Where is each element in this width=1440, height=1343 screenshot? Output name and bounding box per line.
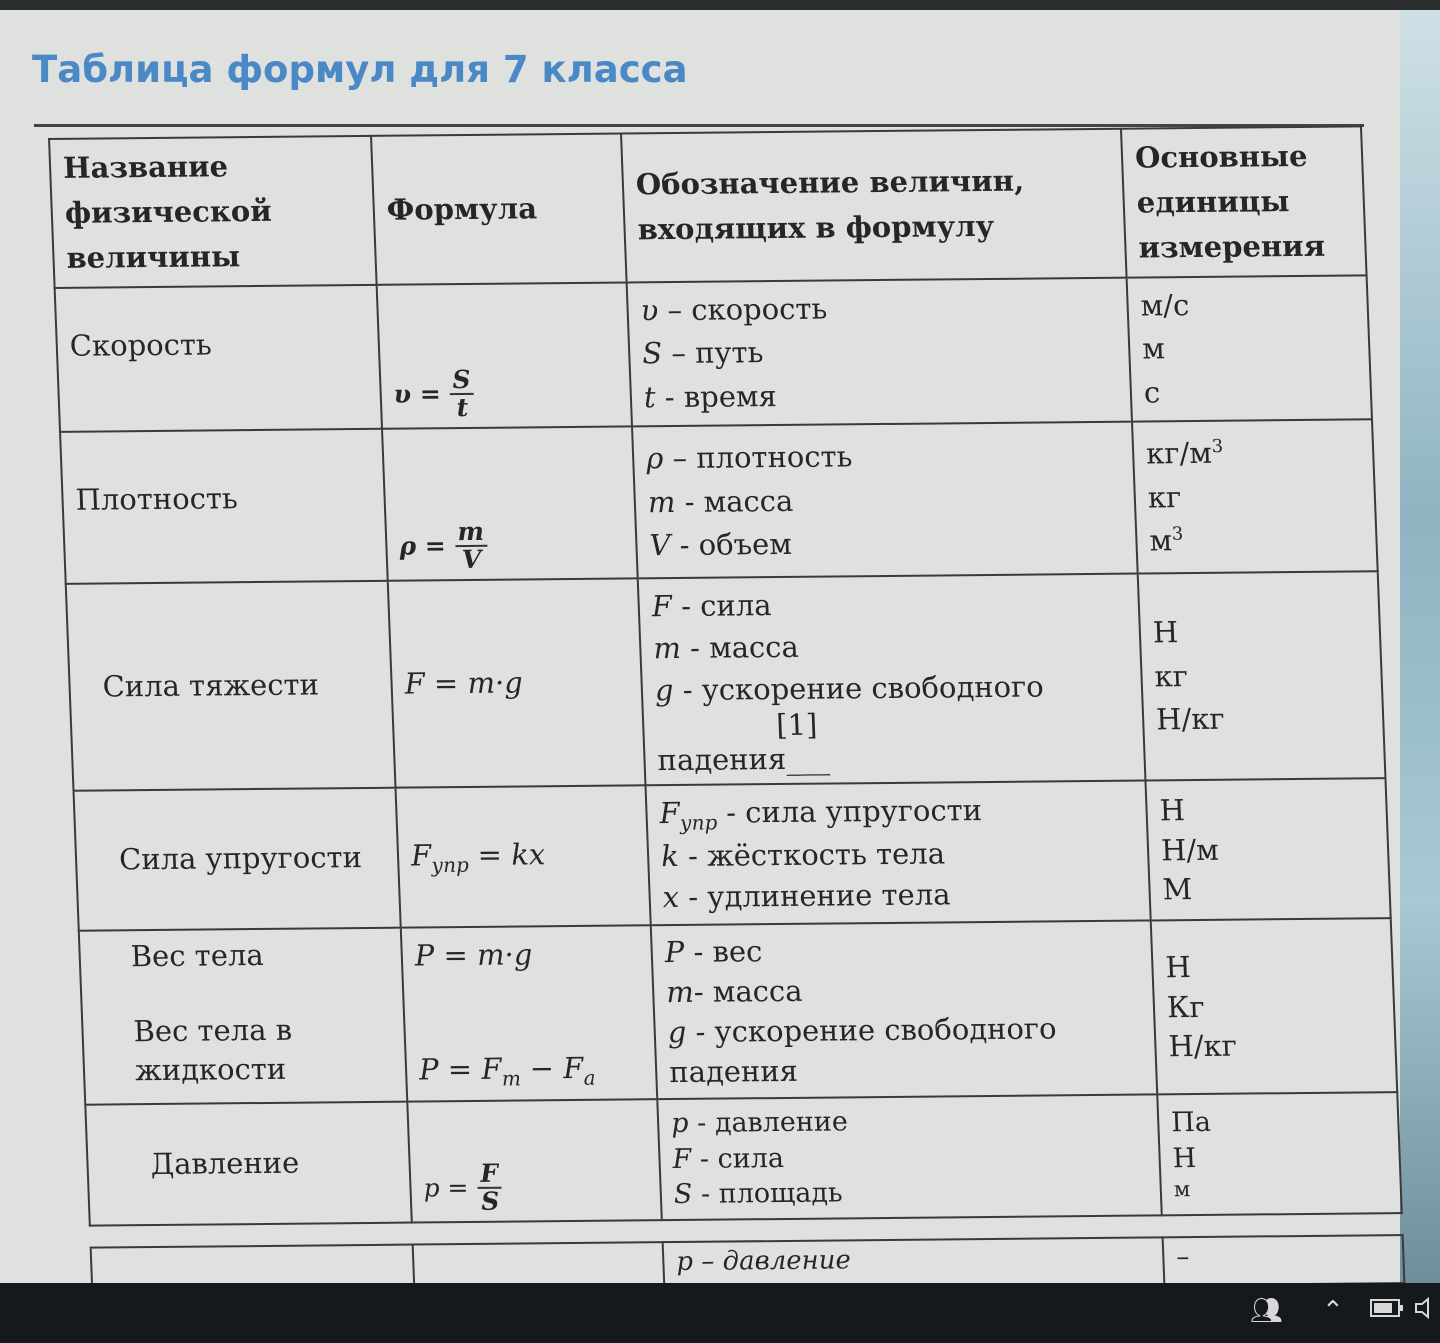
symbol: t [643,379,657,415]
symbol-line [654,665,1130,712]
symbol-meaning: – путь [661,335,764,371]
symbol-line [664,928,1139,973]
people-icon[interactable]: 👥︎ [1250,1296,1284,1326]
unit: Н [1172,1142,1197,1175]
symbol-meaning: - удлинение тела [678,877,952,915]
symbol: υ [640,292,659,328]
formula-cell [382,427,638,581]
symbol-meaning: - сила [690,1142,785,1175]
quantity-name: Давление [85,1102,412,1226]
symbol-line: падения___ [656,741,831,778]
units-cell [1127,275,1372,422]
units-cell: – [1163,1235,1405,1285]
symbol: F [651,589,673,624]
header-name [49,136,377,288]
symbol-meaning: – скорость [657,291,828,327]
formula-cell [388,579,646,788]
unit: Н/кг [1155,702,1226,737]
symbol-line [649,520,1125,568]
symbol-subscript: упр [679,810,718,835]
table-row [60,420,1378,585]
symbol: P [664,935,685,970]
units-cell [1151,918,1398,1094]
formula-table [48,125,1405,1296]
unit-exponent: 3 [1171,523,1184,545]
formula-velocity [393,364,475,423]
header-name-line: физической [64,193,273,230]
unit: Кг [1166,989,1206,1024]
formula-part: − F [519,1050,584,1086]
table-row [74,778,1391,931]
unit: м/с [1139,287,1190,323]
symbol-line [662,873,1138,918]
fraction-denominator: t [456,393,469,423]
unit-base: м [1148,523,1173,558]
formula-cell [395,785,650,927]
symbol-line [641,328,1117,376]
symbol-line: падения [668,1054,799,1090]
symbol-meaning: - ускорение свободного [672,669,1045,708]
symbol-line [645,433,1121,481]
unit: Н/кг [1167,1028,1238,1064]
symbol-line [667,1008,1142,1053]
symbol: ρ [645,441,664,476]
symbol-meaning: - площадь [691,1177,844,1211]
unit: м [1173,1177,1191,1202]
symbol-meaning: - объем [669,526,793,563]
quantity-name [79,928,408,1105]
symbol-line [672,1137,1147,1177]
formula-cell [401,925,658,1101]
symbol-line [643,372,1119,420]
formula-subscript: упр [431,853,470,878]
formula-weight-liquid [418,1046,644,1094]
symbols-cell [638,574,1146,786]
symbol: x [662,880,680,915]
symbol-line [647,476,1123,524]
symbols-cell [651,921,1158,1100]
formula-weight: P = m·g [414,937,533,973]
formula-part: P = F [418,1051,503,1087]
quantity-name-line: Вес тела в [132,1012,293,1049]
symbols-cell [645,781,1150,926]
table-header-row [49,126,1367,287]
symbol-meaning: - масса [680,630,800,666]
unit [1147,474,1363,520]
units-cell [1132,420,1378,574]
header-units-line: единицы [1136,184,1290,220]
formula-rest: = kx [467,837,546,873]
formula-lhs: υ = [393,379,442,409]
quantity-name-line: жидкости [134,1052,287,1088]
unit: Па [1170,1107,1212,1139]
formula-cell [377,282,632,429]
speaker-shape [1414,1296,1440,1320]
page-title: Таблица формул для 7 класса [32,48,688,91]
unit: м [1141,331,1166,366]
symbol-meaning: - ускорение свободного [685,1011,1058,1050]
symbol-meaning: - масса [693,973,804,1009]
symbols-cell [657,1095,1162,1221]
formula-gravity: F = m·g [403,665,524,701]
symbol: p [670,1108,690,1140]
units-cell [1157,1092,1402,1215]
formula-subscript: m [501,1065,522,1091]
unit [1145,430,1361,476]
fraction-numerator: F [477,1160,502,1188]
quantity-name: Скорость [55,285,382,433]
units-cell [1138,572,1386,781]
symbol-meaning: – плотность [662,439,853,476]
symbol-line [666,968,1141,1013]
speaker-icon[interactable] [1414,1296,1440,1327]
battery-shape [1370,1297,1404,1319]
formula-pressure [422,1158,502,1216]
unit: М [1161,871,1193,907]
symbol-meaning: - давление [687,1106,849,1140]
formula-density [398,516,488,575]
symbol: g [654,673,675,708]
symbol: F [658,795,681,830]
fraction-numerator: m [454,519,488,548]
header-symbols-line: входящих в формулу [636,209,995,247]
quantity-name-line: Вес тела [130,938,265,974]
symbol: m [647,484,676,519]
symbol-meaning: - сила [671,588,773,624]
header-units-line: измерения [1137,228,1326,265]
symbol-meaning: - сила упругости [716,792,983,830]
footnote-marker: [1] [775,708,819,743]
symbol: S [641,336,663,371]
chevron-up-icon[interactable]: ⌃ [1322,1296,1344,1326]
header-formula: Формула [371,133,627,284]
desktop-background-edge [1400,10,1440,1283]
fraction [454,516,488,575]
symbol-meaning: - вес [683,934,763,970]
symbol-meaning: - жёсткость тела [678,836,946,874]
symbols-cell [632,422,1138,579]
battery-icon[interactable] [1370,1296,1404,1326]
header-units [1121,126,1367,277]
units-cell [1145,778,1390,920]
header-name-line: Название [62,149,229,185]
symbols-cell: p – давление [663,1237,1165,1290]
unit: Н/м [1160,832,1220,867]
unit: Н [1164,950,1192,985]
symbol: F [671,1143,692,1175]
unit-base: кг/м [1145,435,1213,471]
table-row [66,572,1386,791]
formula-lhs: p = [422,1172,469,1203]
symbol-line [651,581,1127,628]
formula-lhs: ρ = [398,531,447,561]
fraction-denominator: V [461,544,482,575]
table-row [79,918,1397,1105]
symbol-line [673,1173,1148,1213]
unit-exponent: 3 [1211,436,1224,458]
symbol: V [648,528,672,563]
symbol: k [660,839,680,874]
unit [1149,517,1365,563]
unit-base: кг [1147,479,1182,515]
unit: кг [1153,659,1189,694]
fraction [449,364,475,423]
bezel-top [0,0,1440,10]
symbol: m [652,631,682,666]
formula-cell [407,1099,662,1222]
symbol: g [667,1015,687,1050]
quantity-name: Сила упругости [74,788,401,931]
symbol-meaning: - время [654,378,778,414]
formula-elastic [410,837,546,878]
symbol-meaning: - масса [674,483,794,519]
unit: с [1143,375,1161,410]
unit: Н [1152,615,1179,650]
taskbar [0,1283,1440,1343]
symbol-line [659,788,1135,836]
quantity-name: Сила тяжести [66,581,396,791]
table-row [85,1092,1401,1225]
symbol: S [673,1179,693,1211]
symbol-line [660,832,1136,877]
fraction [477,1160,503,1215]
table-row [55,275,1372,432]
fraction-denominator: S [480,1186,500,1216]
unit: Н [1158,793,1186,828]
formula-subscript: a [583,1065,597,1090]
symbols-cell [627,277,1132,426]
symbol-line [671,1102,1146,1142]
symbol-line [640,285,1116,333]
header-symbols [621,129,1127,283]
fraction-numerator: S [449,367,474,395]
header-units-line: Основные [1134,138,1309,175]
symbol-line [653,623,1129,670]
header-name-line: величины [65,239,241,275]
header-symbols-line: Обозначение величин, [635,164,1025,202]
quantity-name: Плотность [60,429,388,584]
symbol: m [665,975,695,1010]
formula-symbol: F [410,838,432,873]
